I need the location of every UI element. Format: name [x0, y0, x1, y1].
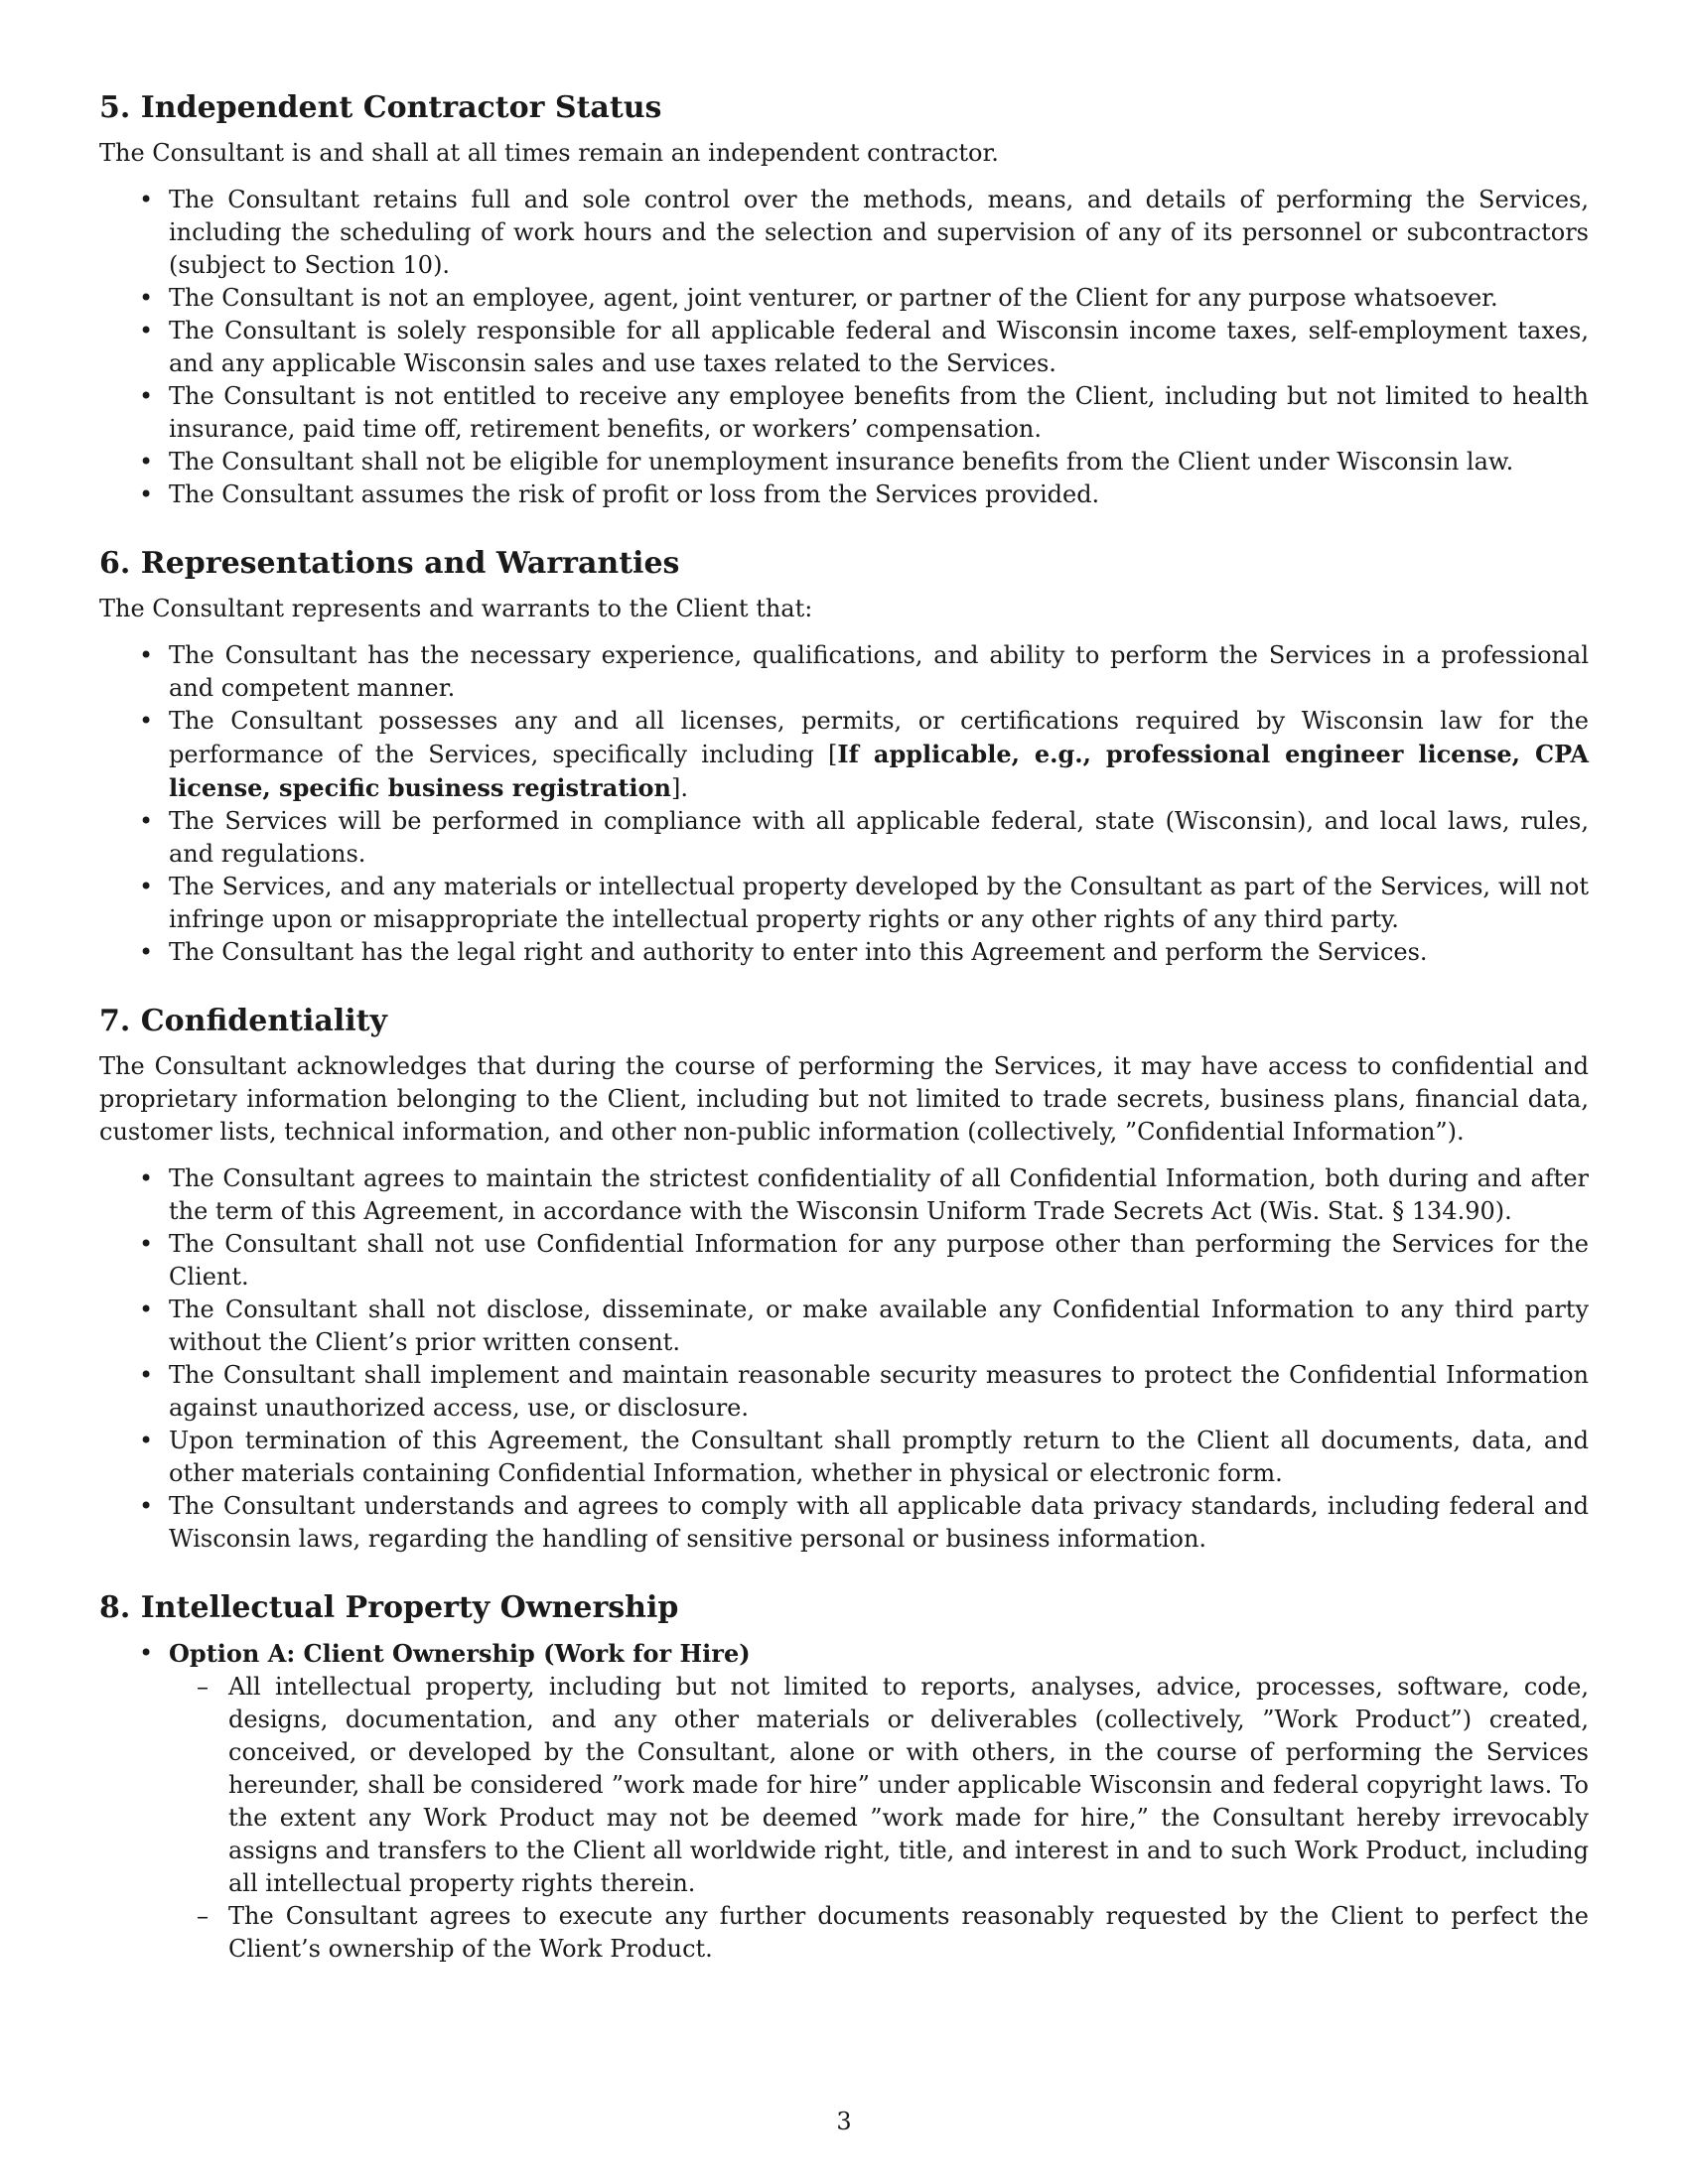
list-item: • The Consultant shall not use Confidential Information for any purpose other than performing the Services for the Client.: [99, 1228, 1589, 1294]
section-intro: The Consultant represents and warrants to the Client that:: [99, 595, 813, 622]
section-8: [99, 1589, 1589, 1966]
section-heading: 5. Independent Contractor Status: [99, 90, 662, 125]
section-heading: 7. Confidentiality: [99, 1004, 387, 1038]
bullet-list: [99, 184, 1589, 511]
section-heading: 8. Intellectual Property Ownership: [99, 1590, 679, 1625]
placeholder-text: If applicable, e.g., professional engineer license, CPA license, specific business registration: [169, 740, 1589, 802]
list-item: • The Consultant assumes the risk of profit or loss from the Services provided.: [99, 478, 1589, 511]
list-item: [99, 1637, 1589, 1966]
section-heading: 6. Representations and Warranties: [99, 546, 680, 581]
sub-list-item: – All intellectual property, including but not limited to reports, analyses, advice, processes, software, code, designs, documentation, and any other materials or deliverables (collectively, ”Work Product”) created, conceived, or developed by the Consultant, alone or with others, in the course of performing the Services hereunder, shall be considered ”work made for hire” under applicable Wisconsin and federal copyright laws. To the extent any Work Product may not be deemed ”work made for hire,” the Consultant hereby irrevocably assigns and transfers to the Client all worldwide right, title, and interest in and to such Work Product, including all intellectual property rights therein.: [169, 1671, 1589, 1900]
list-item: • The Consultant is solely responsible for all applicable federal and Wisconsin income taxes, self-employment taxes, and any applicable Wisconsin sales and use taxes related to the Services.: [99, 315, 1589, 380]
page-number: 3: [836, 2108, 852, 2135]
list-item: [99, 705, 1589, 805]
section-intro: The Consultant acknowledges that during the course of performing the Services, it may have access to confidential and proprietary information belonging to the Client, including but not limited to trade secrets, business plans, financial data, customer lists, technical information, and other non-public information (collectively, ”Confidential Information”).: [99, 1052, 1589, 1146]
list-item: • The Consultant is not entitled to receive any employee benefits from the Client, including but not limited to health insurance, paid time off, retirement benefits, or workers’ compensation.: [99, 380, 1589, 446]
bullet-list: [99, 1637, 1589, 1966]
list-item: • The Consultant shall not disclose, disseminate, or make available any Confidential Information to any third party without the Client’s prior written consent.: [99, 1294, 1589, 1359]
list-item: • The Consultant retains full and sole control over the methods, means, and details of performing the Services, including the scheduling of work hours and the selection and supervision of any of its personnel or subcontractors (subject to Section 10).: [99, 184, 1589, 282]
list-item: • The Consultant has the legal right and authority to enter into this Agreement and perform the Services.: [99, 936, 1589, 969]
list-item-text: ].: [671, 774, 688, 802]
section-6: [99, 545, 1589, 969]
sub-list-item: – The Consultant agrees to execute any further documents reasonably requested by the Client to perfect the Client’s ownership of the Work Product.: [169, 1900, 1589, 1966]
list-item: • The Consultant shall implement and maintain reasonable security measures to protect the Confidential Information against unauthorized access, use, or disclosure.: [99, 1359, 1589, 1425]
list-item: • Upon termination of this Agreement, the Consultant shall promptly return to the Client all documents, data, and other materials containing Confidential Information, whether in physical or electronic form.: [99, 1425, 1589, 1490]
list-item-text: The Consultant possesses any and all licenses, permits, or certifications required by Wisconsin law for the performance of the Services, specifically including [: [169, 707, 1589, 768]
list-item: • The Consultant understands and agrees to comply with all applicable data privacy standards, including federal and Wisconsin laws, regarding the handling of sensitive personal or business information.: [99, 1490, 1589, 1556]
sub-bullet-list: [169, 1671, 1589, 1966]
option-a-label: Option A: Client Ownership (Work for Hire): [169, 1639, 751, 1668]
section-intro: The Consultant is and shall at all times remain an independent contractor.: [99, 139, 999, 167]
list-item: • The Services, and any materials or intellectual property developed by the Consultant as part of the Services, will not infringe upon or misappropriate the intellectual property rights or any other rights of any third party.: [99, 871, 1589, 936]
list-item: • The Consultant shall not be eligible for unemployment insurance benefits from the Client under Wisconsin law.: [99, 446, 1589, 478]
section-5: [99, 89, 1589, 511]
list-item: • The Consultant has the necessary experience, qualifications, and ability to perform the Services in a professional and competent manner.: [99, 639, 1589, 705]
bullet-list: [99, 1162, 1589, 1556]
list-item: • The Services will be performed in compliance with all applicable federal, state (Wisconsin), and local laws, rules, and regulations.: [99, 805, 1589, 871]
list-item: • The Consultant agrees to maintain the strictest confidentiality of all Confidential Information, both during and after the term of this Agreement, in accordance with the Wisconsin Uniform Trade Secrets Act (Wis. Stat. § 134.90).: [99, 1162, 1589, 1228]
section-7: [99, 1003, 1589, 1556]
list-item: • The Consultant is not an employee, agent, joint venturer, or partner of the Client for any purpose whatsoever.: [99, 282, 1589, 315]
bullet-list: [99, 639, 1589, 969]
document-page: [99, 89, 1589, 1999]
